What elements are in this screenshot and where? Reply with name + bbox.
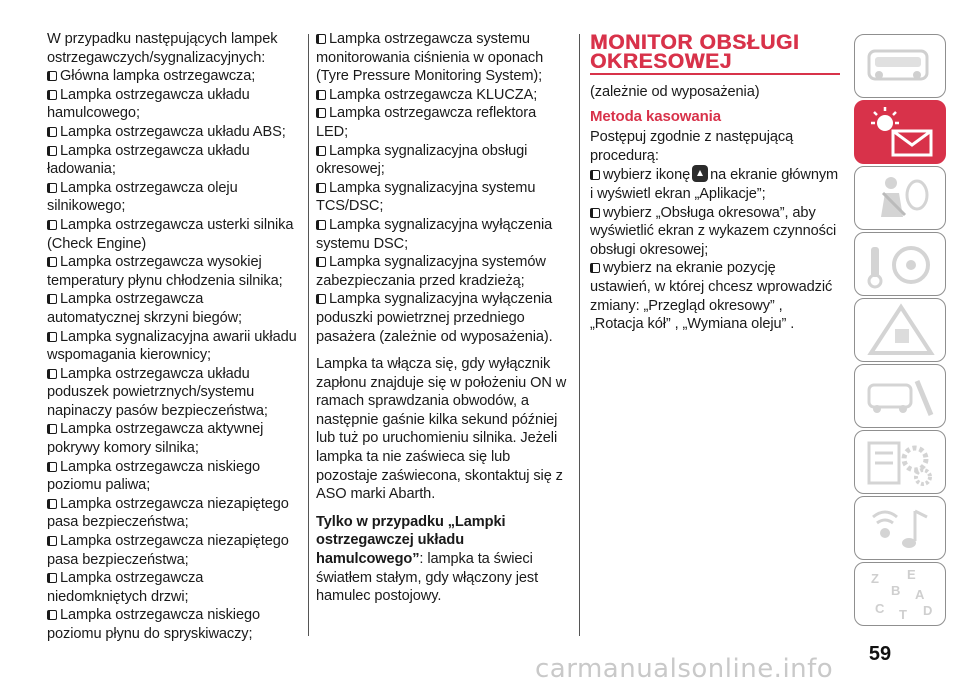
tab-emergency[interactable] (854, 298, 946, 362)
car-maintenance-icon (855, 365, 946, 428)
list-item: Lampka ostrzegawcza niskiego poziomu paliwa; (47, 458, 260, 494)
tab-technical-data[interactable] (854, 430, 946, 494)
watermark: carmanualsonline.info (535, 654, 834, 684)
checkbox-bullet-icon (47, 127, 57, 137)
checkbox-bullet-icon (316, 146, 326, 156)
list-item: Lampka sygnalizacyjna wyłączenia poduszki powietrznej przedniego pasażera (zależnie od wyposażenia). (316, 291, 553, 345)
column-divider (579, 34, 580, 636)
tab-index[interactable] (854, 562, 946, 626)
list-item: Lampka ostrzegawcza układu hamulcowego; (47, 86, 250, 122)
checkbox-bullet-icon (47, 220, 57, 230)
section-title: MONITOR OBSŁUGI OKRESOWEJ (590, 31, 800, 73)
list-item: Główna lampka ostrzegawcza; (47, 67, 299, 86)
list-item: Lampka sygnalizacyjna systemów zabezpieczania przed kradzieżą; (316, 254, 546, 289)
checkbox-bullet-icon (47, 90, 57, 100)
checkbox-bullet-icon (47, 536, 57, 546)
list-item: Lampka ostrzegawcza układu ABS; (47, 123, 299, 142)
car-icon (855, 35, 946, 98)
list-item: Lampka sygnalizacyjna obsługi okresowej; (316, 142, 528, 178)
tab-multimedia[interactable] (854, 496, 946, 560)
procedure-lead: Postępuj zgodnie z następującą procedurą: (590, 129, 794, 164)
brake-note-lead: Tylko w przypadku „Lampki ostrzegawczej układu hamulcowego” (316, 513, 506, 568)
checkbox-bullet-icon (316, 108, 326, 118)
list-item: Lampka ostrzegawcza aktywnej pokrywy komory silnika; (47, 421, 264, 457)
brake-note (316, 513, 568, 606)
checkbox-bullet-icon (47, 462, 57, 472)
checkbox-bullet-icon (47, 424, 57, 434)
checkbox-bullet-icon (47, 71, 57, 81)
checkbox-bullet-icon (47, 146, 57, 156)
list-item: Lampka sygnalizacyjna awarii układu wspomagania kierownicy; (47, 328, 297, 364)
checkbox-bullet-icon (47, 610, 57, 620)
list-item: Lampka ostrzegawcza niedomkniętych drzwi; (47, 570, 204, 605)
list-item: wybierz „Obsługa okresowa”, aby wyświetlić ekran z wykazem czynności obsługi okresowej; (590, 204, 837, 258)
brake-note-rest: : lampka ta świeci światłem stałym, gdy włączony jest hamulec postojowy. (316, 551, 539, 605)
alphabet-index-icon (855, 563, 946, 626)
list-item: Lampka ostrzegawcza niskiego poziomu płynu do spryskiwaczy; (47, 607, 260, 642)
tab-starting-driving[interactable] (854, 232, 946, 296)
steering-key-icon (855, 233, 946, 296)
checkbox-bullet-icon (590, 170, 600, 180)
svg-text:T: T (899, 607, 907, 622)
checkbox-bullet-icon (47, 183, 57, 193)
list-item: Lampka sygnalizacyjna systemu TCS/DSC; (316, 179, 536, 215)
body-paragraph: Lampka ta włącza się, gdy wyłącznik zapłonu znajduje się w położeniu ON w ramach sprawdzania obwodów, a następnie gaśnie kilka sekund później lub tuż po uruchomieniu silnika. Jeżeli lampka ta nie zaświeca się lub pozostaje zaświecona, skontaktuj się z ASO marki Abarth. (316, 356, 567, 503)
checkbox-bullet-icon (590, 208, 600, 218)
svg-text:A: A (915, 587, 925, 602)
checkbox-bullet-icon (316, 90, 326, 100)
list-item: Lampka ostrzegawcza niezapiętego pasa bezpieczeństwa; (47, 533, 289, 568)
warning-lights-icon (855, 101, 946, 164)
subtitle: (zależnie od wyposażenia) (590, 84, 760, 100)
checkbox-bullet-icon (316, 294, 326, 304)
seatbelt-airbag-icon (855, 167, 946, 230)
svg-text:Z: Z (871, 571, 879, 586)
checkbox-bullet-icon (47, 294, 57, 304)
list-item: Lampka ostrzegawcza automatycznej skrzyni biegów; (47, 291, 243, 326)
list-item: Lampka sygnalizacyjna wyłączenia systemu DSC; (316, 216, 553, 252)
checkbox-bullet-icon (316, 220, 326, 230)
tab-maintenance[interactable] (854, 364, 946, 428)
tab-car[interactable] (854, 34, 946, 98)
list-item: Lampka ostrzegawcza KLUCZA; (316, 86, 568, 105)
title-underline (590, 73, 840, 75)
checkbox-bullet-icon (47, 257, 57, 267)
checkbox-bullet-icon (316, 183, 326, 193)
list-item: Lampka ostrzegawcza oleju silnikowego; (47, 179, 238, 215)
svg-text:E: E (907, 567, 916, 582)
checkbox-bullet-icon (47, 499, 57, 509)
checkbox-bullet-icon (316, 34, 326, 44)
page-number: 59 (868, 643, 892, 665)
checkbox-bullet-icon (47, 332, 57, 342)
svg-text:C: C (875, 601, 885, 616)
column-2 (316, 30, 568, 606)
settings-gears-icon (855, 431, 946, 494)
list-item: Lampka ostrzegawcza układu poduszek powietrznych/systemu napinaczy pasów bezpieczeństwa; (47, 365, 268, 419)
tab-safety[interactable] (854, 166, 946, 230)
list-item: wybierz ikonę na ekranie głównym i wyświetl ekran „Aplikacje”; (590, 167, 839, 202)
checkbox-bullet-icon (47, 573, 57, 583)
list-item: Lampka ostrzegawcza systemu monitorowania ciśnienia w oponach (Tyre Pressure Monitoring System); (316, 31, 544, 85)
intro-text: W przypadku następujących lampek ostrzegawczych/sygnalizacyjnych: (47, 31, 278, 66)
column-1 (47, 30, 299, 644)
tab-warning-lights[interactable] (854, 100, 946, 164)
multimedia-music-icon (855, 497, 946, 560)
list-item: Lampka ostrzegawcza usterki silnika (Check Engine) (47, 216, 294, 252)
checkbox-bullet-icon (47, 369, 57, 379)
svg-text:D: D (923, 603, 933, 618)
applications-icon (692, 165, 708, 182)
list-item: Lampka ostrzegawcza układu ładowania; (47, 142, 250, 178)
column-divider (308, 34, 309, 636)
svg-text:B: B (891, 583, 901, 598)
list-item: wybierz na ekranie pozycję ustawień, w której chcesz wprowadzić zmiany: „Przegląd okresowy” , „Rotacja kół” , „Wymiana oleju” . (590, 260, 833, 333)
list-item: Lampka ostrzegawcza niezapiętego pasa bezpieczeństwa; (47, 495, 289, 531)
section-heading: Metoda kasowania (590, 107, 721, 125)
checkbox-bullet-icon (590, 263, 600, 273)
column-3 (590, 33, 840, 334)
list-item: Lampka ostrzegawcza wysokiej temperatury płynu chłodzenia silnika; (47, 254, 283, 289)
list-item: Lampka ostrzegawcza reflektora LED; (316, 105, 537, 140)
road-warning-icon (855, 299, 946, 362)
checkbox-bullet-icon (316, 257, 326, 267)
